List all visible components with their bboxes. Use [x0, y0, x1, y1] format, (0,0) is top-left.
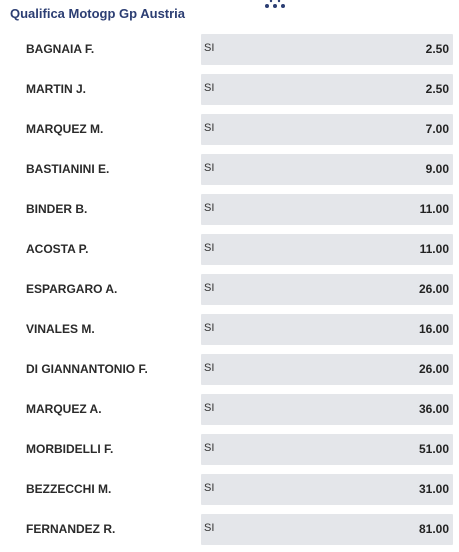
odds-value: 26.00: [418, 362, 449, 376]
odds-button[interactable]: [201, 234, 453, 265]
odds-button[interactable]: [201, 354, 453, 385]
market-title: Qualifica Motogp Gp Austria: [10, 6, 186, 21]
odds-button[interactable]: [201, 394, 453, 425]
rider-name: MORBIDELLI F.: [26, 442, 114, 456]
rider-name: DI GIANNANTONIO F.: [26, 362, 148, 376]
rider-name: MARQUEZ A.: [26, 402, 102, 416]
odds-value: 2.50: [425, 42, 449, 56]
selection-row: [0, 430, 459, 470]
rider-name: BEZZECCHI M.: [26, 482, 112, 496]
odds-button[interactable]: [201, 514, 453, 545]
rider-name: BASTIANINI E.: [26, 162, 110, 176]
odds-value: 51.00: [418, 442, 449, 456]
odds-button[interactable]: [201, 114, 453, 145]
bet-label: SI: [204, 82, 215, 94]
bet-label: SI: [204, 402, 215, 414]
rider-name: ACOSTA P.: [26, 242, 89, 256]
odds-button[interactable]: [201, 194, 453, 225]
bet-label: SI: [204, 122, 215, 134]
odds-value: 9.00: [425, 162, 449, 176]
odds-value: 31.00: [418, 482, 449, 496]
bet-label: SI: [204, 202, 215, 214]
rider-name: ESPARGARO A.: [26, 282, 118, 296]
selection-row: [0, 470, 459, 510]
odds-button[interactable]: [201, 314, 453, 345]
odds-value: 26.00: [418, 282, 449, 296]
odds-value: 81.00: [418, 522, 449, 536]
selection-row: [0, 510, 459, 550]
odds-button[interactable]: [201, 74, 453, 105]
selection-row: [0, 190, 459, 230]
odds-value: 11.00: [419, 202, 449, 216]
selection-row: [0, 110, 459, 150]
odds-value: 11.00: [419, 242, 449, 256]
selection-row: [0, 30, 459, 70]
selection-list: [0, 30, 459, 550]
odds-button[interactable]: [201, 474, 453, 505]
odds-value: 2.50: [425, 82, 449, 96]
selection-row: [0, 230, 459, 270]
selection-row: [0, 270, 459, 310]
odds-value: 7.00: [425, 122, 449, 136]
rider-name: BAGNAIA F.: [26, 42, 95, 56]
odds-button[interactable]: [201, 274, 453, 305]
bet-label: SI: [204, 162, 215, 174]
rider-name: BINDER B.: [26, 202, 88, 216]
bet-label: SI: [204, 42, 215, 54]
bet-label: SI: [204, 362, 215, 374]
selection-row: [0, 150, 459, 190]
selection-row: [0, 310, 459, 350]
bet-label: SI: [204, 522, 215, 534]
bet-label: SI: [204, 282, 215, 294]
rider-name: VINALES M.: [26, 322, 95, 336]
rider-name: MARTIN J.: [26, 82, 86, 96]
odds-value: 36.00: [418, 402, 449, 416]
market-header: [0, 0, 459, 28]
selection-row: [0, 70, 459, 110]
odds-button[interactable]: [201, 434, 453, 465]
selection-row: [0, 350, 459, 390]
rider-name: MARQUEZ M.: [26, 122, 104, 136]
bet-label: SI: [204, 442, 215, 454]
more-dots-icon[interactable]: [262, 0, 288, 10]
odds-value: 16.00: [418, 322, 449, 336]
rider-name: FERNANDEZ R.: [26, 522, 116, 536]
bet-label: SI: [204, 242, 215, 254]
bet-label: SI: [204, 322, 215, 334]
odds-button[interactable]: [201, 34, 453, 65]
bet-label: SI: [204, 482, 215, 494]
odds-button[interactable]: [201, 154, 453, 185]
selection-row: [0, 390, 459, 430]
